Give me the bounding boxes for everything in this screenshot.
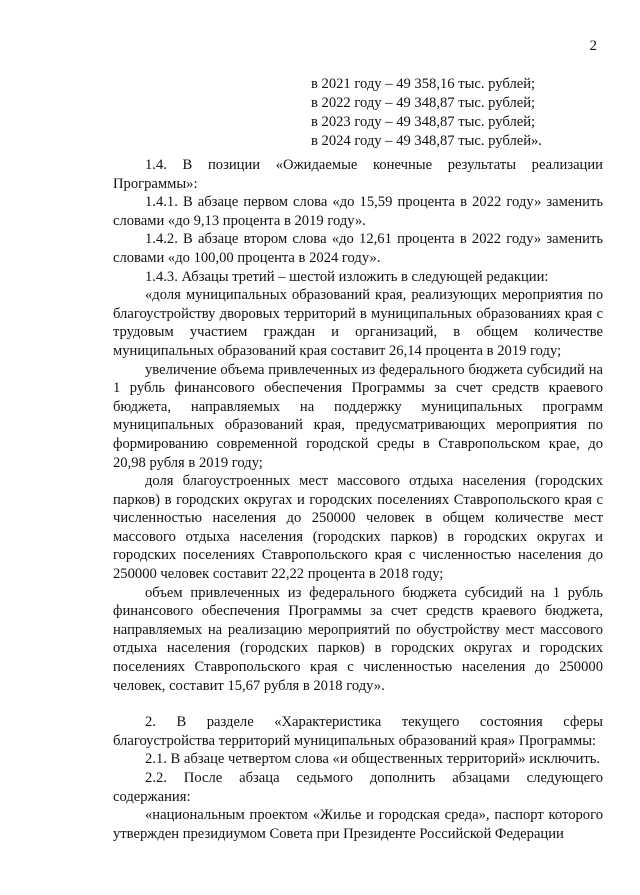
paragraph-2-1: 2.1. В абзаце четвертом слова «и общественных территорий» исключить. xyxy=(145,751,601,768)
paragraph-subsidy-volume: объем привлеченных из федерального бюджета субсидий на 1 рубль финансового обеспечения Программы за счет средств краевого бюджета, направляемых на реализацию мероприятий по обустройству мест массового отдыха населения (городских парков) в городских округах и городских поселениях Ставропольского края с численностью населения до 250000 человек, составит 15,67 рубля в 2018 году». xyxy=(113,584,603,694)
document-body xyxy=(113,156,603,843)
funding-amount-2024: в 2024 году – 49 348,87 тыс. рублей». xyxy=(311,133,542,149)
paragraph-share-parks: доля благоустроенных мест массового отдыха населения (городских парков) в городских округах и городских поселениях Ставропольского края с численностью населения до 250000 человек в общем количестве мест массового отдыха населения (городских парков) в городских округах и городских поселениях Ставропольского края с численностью населения до 250000 человек составит 22,22 процента в 2018 году; xyxy=(113,473,603,583)
paragraph-2: 2. В разделе «Характеристика текущего состояния сферы благоустройства территорий муниципальных образований края» Программы: xyxy=(113,714,603,749)
funding-amount-2021: в 2021 году – 49 358,16 тыс. рублей; xyxy=(311,76,536,92)
funding-amount-2022: в 2022 году – 49 348,87 тыс. рублей; xyxy=(311,95,536,111)
paragraph-1-4-1: 1.4.1. В абзаце первом слова «до 15,59 процента в 2022 году» заменить словами «до 9,13 процента в 2019 году». xyxy=(113,194,603,229)
paragraph-1-4-2: 1.4.2. В абзаце втором слова «до 12,61 процента в 2022 году» заменить словами «до 100,00 процента в 2024 году». xyxy=(113,231,603,266)
paragraph-1-4-3: 1.4.3. Абзацы третий – шестой изложить в следующей редакции: xyxy=(145,268,549,285)
funding-amount-2023: в 2023 году – 49 348,87 тыс. рублей; xyxy=(311,114,536,130)
paragraph-share-municipalities: «доля муниципальных образований края, реализующих мероприятия по благоустройству дворовых территорий в муниципальных образованиях края с трудовым участием граждан и организаций, в общем количестве муниципальных образований края составит 26,14 процента в 2019 году; xyxy=(113,287,603,359)
funding-amounts-list xyxy=(311,75,542,151)
paragraph-national-project: «национальным проектом «Жилье и городская среда», паспорт которого утвержден президиумом Совета при Президенте Российской Федерации xyxy=(113,807,603,842)
paragraph-1-4: 1.4. В позиции «Ожидаемые конечные результаты реализации Программы»: xyxy=(113,157,603,192)
paragraph-2-2: 2.2. После абзаца седьмого дополнить абзацами следующего содержания: xyxy=(113,770,603,805)
paragraph-subsidy-increase: увеличение объема привлеченных из федерального бюджета субсидий на 1 рубль финансового обеспечения Программы за счет средств краевого бюджета, направляемых на поддержку муниципальных программ муниципальных образований края, предусматривающих мероприятия по формированию современной городской среды в Ставропольском крае, до 20,98 рубля в 2019 году; xyxy=(113,361,603,471)
page-number: 2 xyxy=(589,38,597,54)
